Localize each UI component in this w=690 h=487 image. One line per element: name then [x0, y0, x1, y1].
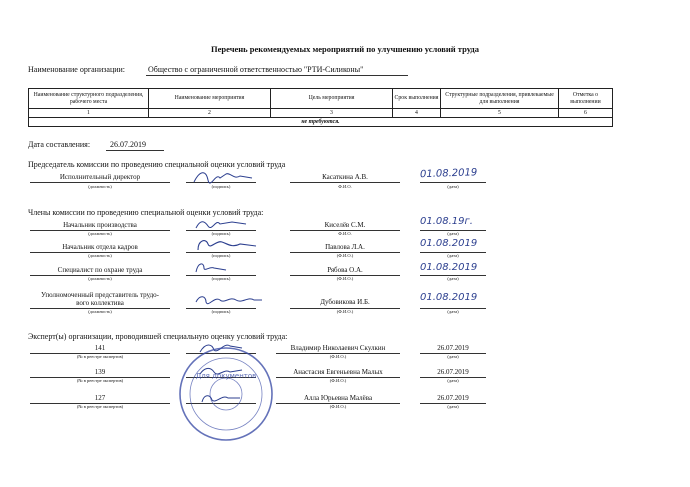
- expert-name: Владимир Николаевич Скулкин: [290, 344, 386, 352]
- chairman-signature: [190, 166, 260, 186]
- caption-position: (должность): [88, 253, 112, 258]
- expert-name: Анастасия Евгеньевна Малых: [293, 368, 383, 376]
- caption-date: (дата): [447, 309, 459, 314]
- table-header-cell: Наименование мероприятия: [149, 89, 271, 109]
- caption-fio: (Ф.И.О.): [336, 253, 354, 258]
- member-name: Рябова О.А.: [327, 266, 363, 274]
- table-number-cell: 2: [149, 109, 271, 118]
- member-position: Специалист по охране труда: [57, 266, 143, 274]
- chairman-name: Касаткина А.В.: [322, 173, 368, 181]
- expert-date: 26.07.2019: [437, 368, 469, 376]
- stamp-text: Для документов: [195, 372, 257, 380]
- organization-stamp: [176, 344, 276, 444]
- caption-reg: (№ в реестре экспертов): [76, 354, 124, 359]
- caption-fio: Ф.И.О.: [338, 184, 352, 189]
- date-value: 26.07.2019: [110, 140, 146, 149]
- chairman-heading: Председатель комиссии по проведению специальной оценки условий труда: [28, 160, 286, 169]
- org-underline: [146, 75, 408, 76]
- caption-date: (дата): [447, 404, 459, 409]
- caption-signature: (подпись): [211, 184, 231, 189]
- caption-position: (должность): [88, 231, 112, 236]
- members-heading: Члены комиссии по проведению специальной оценки условий труда:: [28, 208, 264, 217]
- experts-heading: Эксперт(ы) организации, проводившей специальную оценку условий труда:: [28, 332, 288, 341]
- member-date: 01.08.19г.: [420, 216, 473, 227]
- caption-date: (дата): [447, 184, 459, 189]
- org-label: Наименование организации:: [28, 65, 126, 74]
- table-number-cell: 3: [271, 109, 393, 118]
- table-header-row: [29, 89, 613, 109]
- caption-fio: (Ф.И.О.): [329, 378, 347, 383]
- expert-reg: 127: [94, 394, 106, 402]
- caption-date: (дата): [447, 276, 459, 281]
- table-number-cell: 1: [29, 109, 149, 118]
- caption-signature: (подпись): [211, 276, 231, 281]
- member-name: Павлова Л.А.: [325, 243, 365, 251]
- member-signature: [192, 214, 252, 232]
- chairman-date: 01.08.2019: [419, 167, 478, 181]
- table-header-cell: Цель мероприятия: [271, 89, 393, 109]
- member-date: 01.08.2019: [420, 292, 478, 303]
- caption-fio: (Ф.И.О.): [336, 309, 354, 314]
- caption-signature: (подпись): [211, 231, 231, 236]
- caption-fio: (Ф.И.О.): [329, 354, 347, 359]
- caption-fio: (Ф.И.О.): [336, 276, 354, 281]
- measures-table: [28, 88, 613, 127]
- member-date: 01.08.2019: [420, 262, 478, 273]
- caption-position: (должность): [88, 276, 112, 281]
- caption-reg: (№ в реестре экспертов): [76, 378, 124, 383]
- member-position: Начальник производства: [63, 221, 137, 229]
- member-signature: [192, 258, 232, 276]
- member-signature: [192, 290, 266, 310]
- caption-position: (должность): [88, 184, 112, 189]
- table-number-row: [29, 109, 613, 118]
- expert-reg: 139: [94, 368, 106, 376]
- caption-reg: (№ в реестре экспертов): [76, 404, 124, 409]
- caption-fio: Ф.И.О.: [338, 231, 352, 236]
- expert-date: 26.07.2019: [437, 394, 469, 402]
- date-label: Дата составления:: [28, 140, 91, 149]
- date-underline: [106, 150, 164, 151]
- caption-fio: (Ф.И.О.): [329, 404, 347, 409]
- caption-signature: (подпись): [211, 253, 231, 258]
- member-date: 01.08.2019: [420, 238, 478, 249]
- expert-name: Алла Юрьевна Малёва: [303, 394, 373, 402]
- table-header-cell: Наименование структурного подразделения, рабочего места: [29, 89, 149, 109]
- table-note: не требуются.: [29, 118, 613, 127]
- table-number-cell: 6: [559, 109, 613, 118]
- expert-date: 26.07.2019: [437, 344, 469, 352]
- caption-date: (дата): [447, 253, 459, 258]
- chairman-position: Исполнительный директор: [59, 173, 141, 181]
- caption-date: (дата): [447, 378, 459, 383]
- member-signature: [192, 234, 262, 254]
- table-header-cell: Срок выполнения: [393, 89, 441, 109]
- caption-signature: (подпись): [211, 309, 231, 314]
- org-name: Общество с ограниченной ответственностью "РТИ-Силиконы": [148, 65, 364, 74]
- member-position: Начальник отдела кадров: [62, 243, 138, 251]
- table-number-cell: 4: [393, 109, 441, 118]
- table-header-cell: Структурные подразделения, привлекаемые для выполнения: [441, 89, 559, 109]
- caption-date: (дата): [447, 354, 459, 359]
- expert-reg: 141: [94, 344, 106, 352]
- document-title: Перечень рекомендуемых мероприятий по улучшению условий труда: [211, 44, 479, 54]
- member-name: Дубовикова И.Б.: [320, 298, 370, 306]
- caption-position: (должность): [88, 309, 112, 314]
- table-header-cell: Отметка о выполнении: [559, 89, 613, 109]
- caption-date: (дата): [447, 231, 459, 236]
- table-note-row: [29, 118, 613, 127]
- member-name: Киселёв С.М.: [324, 221, 366, 229]
- table-number-cell: 5: [441, 109, 559, 118]
- member-position-line1: Уполномоченный представитель трудо-: [40, 291, 159, 299]
- member-position-line2: вого коллектива: [76, 299, 124, 307]
